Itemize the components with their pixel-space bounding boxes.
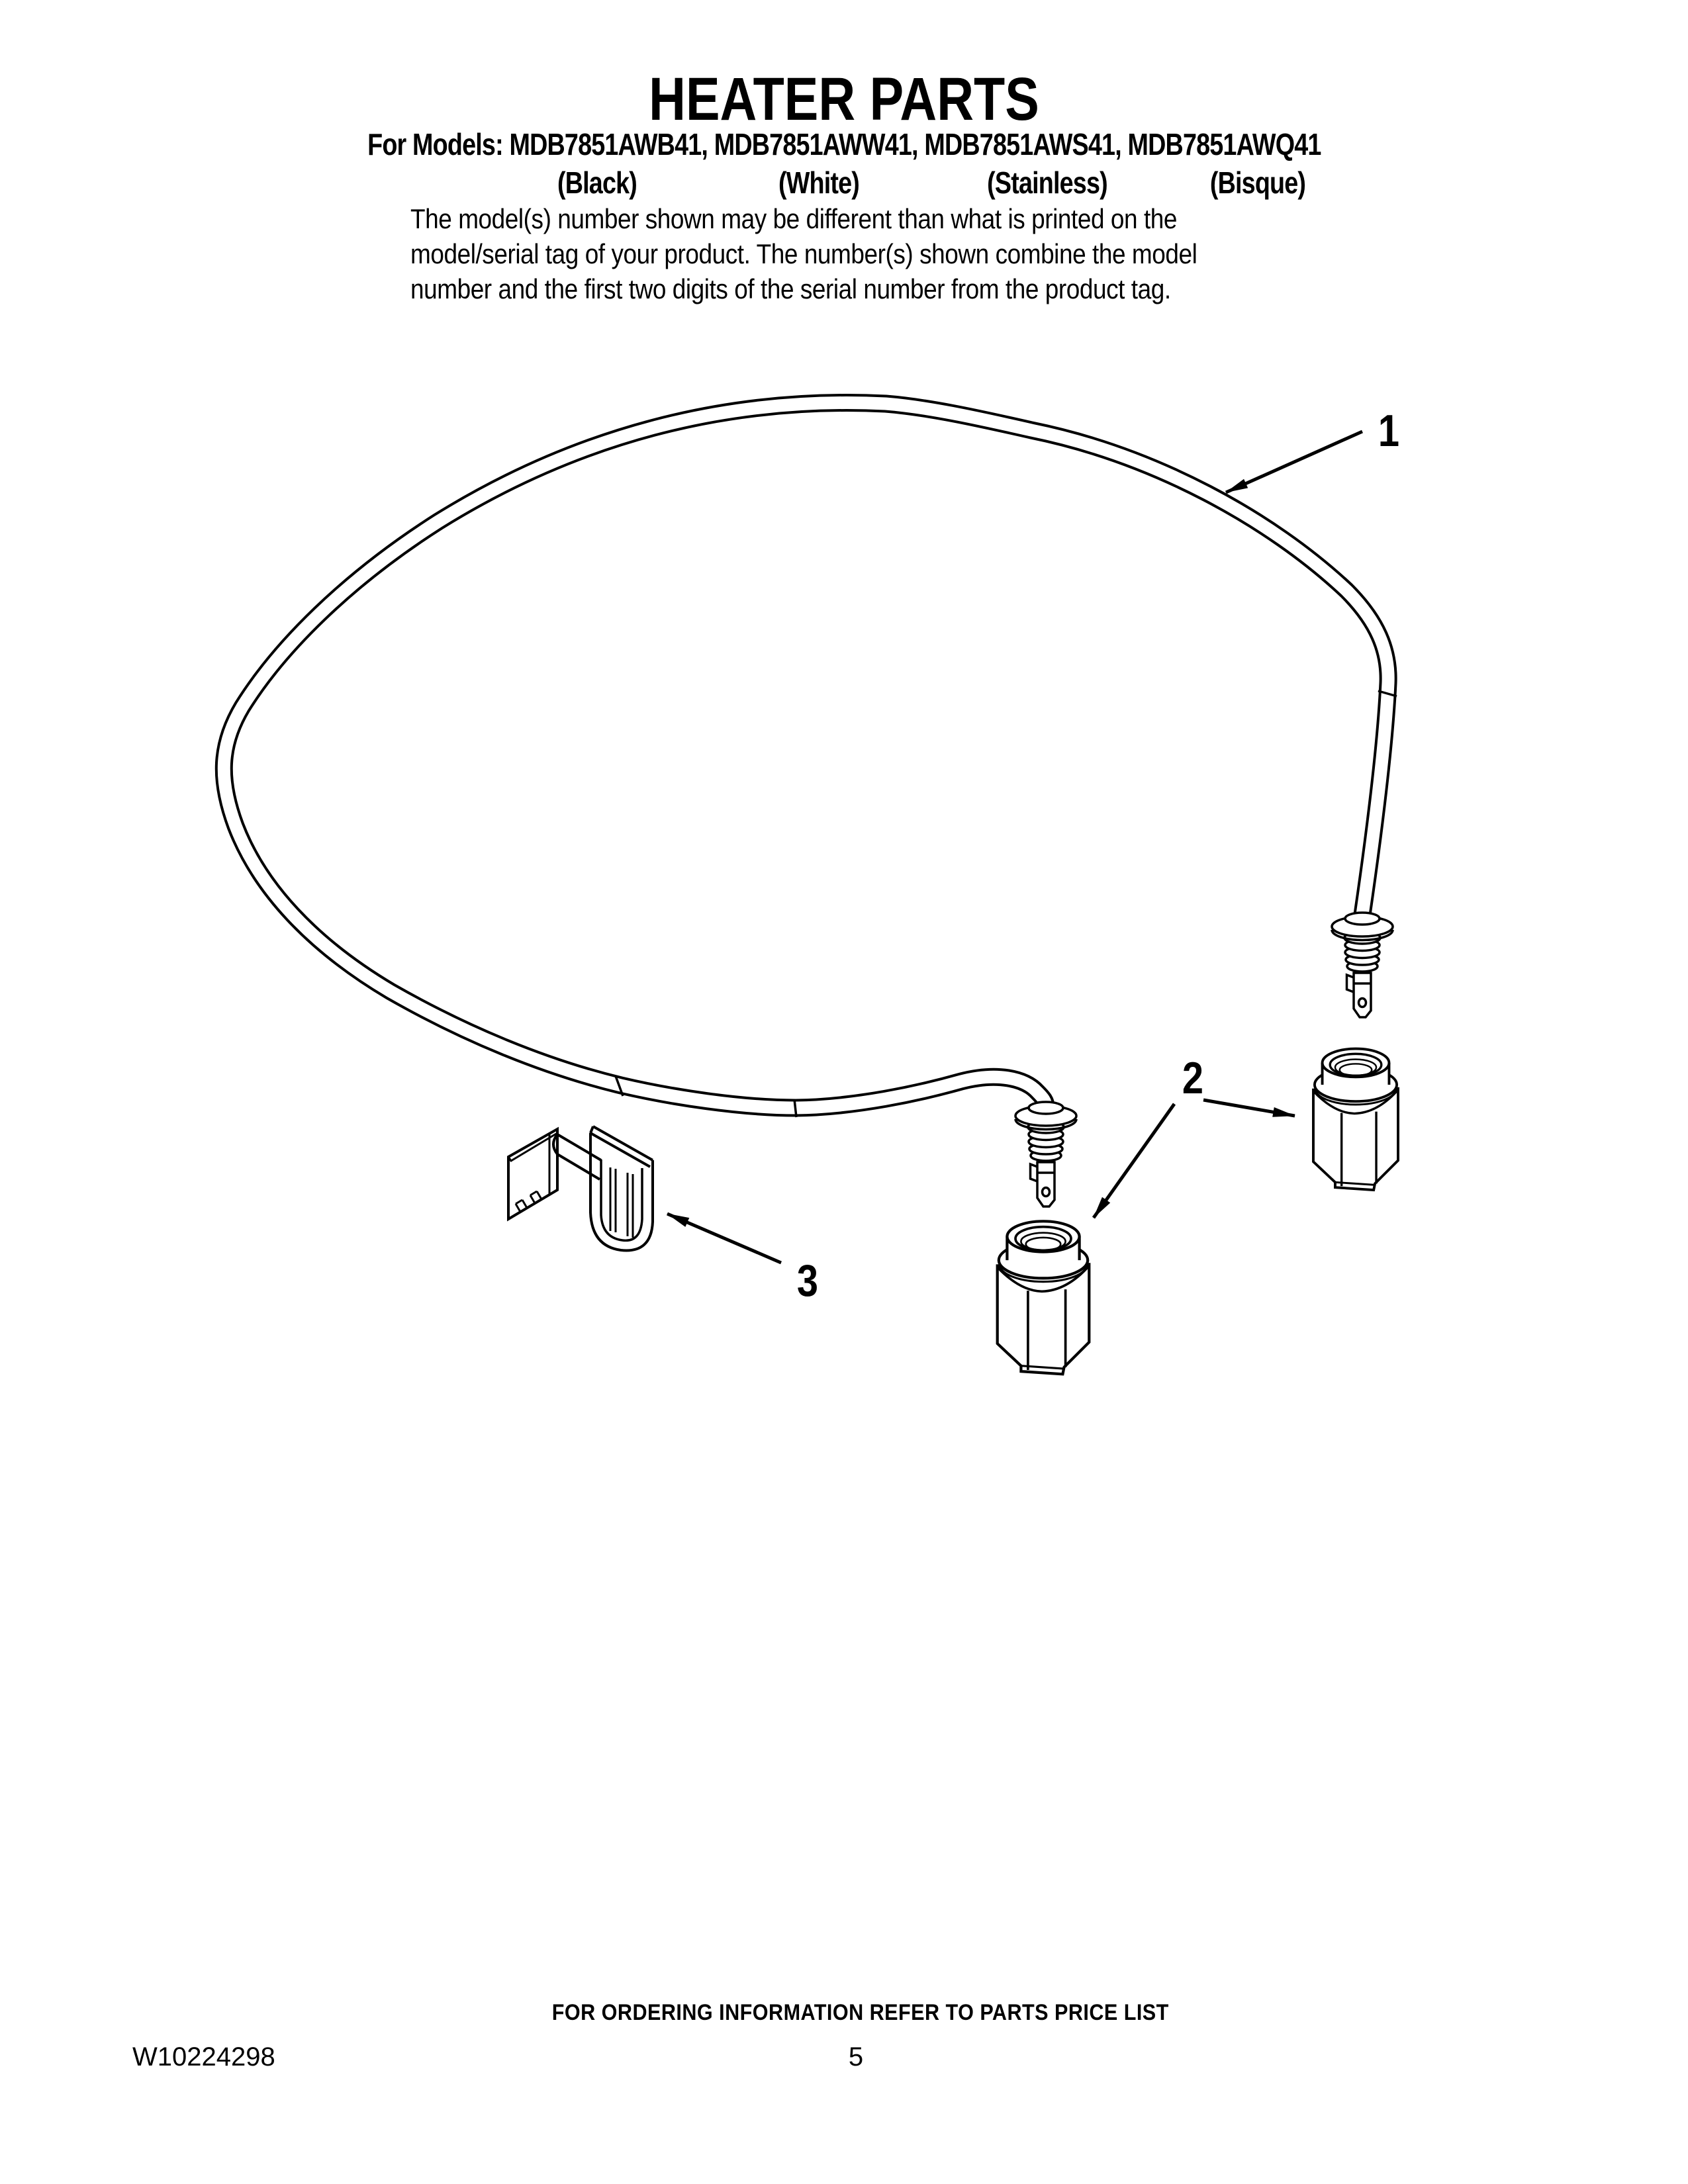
callout-2-label: 2	[1182, 1053, 1204, 1104]
element-seam-marks	[616, 691, 1397, 1117]
callout-1-label: 1	[1378, 406, 1400, 457]
finish-label-black: (Black)	[557, 165, 637, 200]
page-title: HEATER PARTS	[649, 66, 1039, 133]
element-terminal-right	[1332, 913, 1393, 1017]
ordering-note: FOR ORDERING INFORMATION REFER TO PARTS PRICE LIST	[551, 2000, 1170, 2025]
hex-nut-right	[1313, 1049, 1398, 1190]
callout-3-label: 3	[796, 1255, 819, 1306]
element-tube-core	[224, 403, 1388, 1108]
model-note-line-3: number and the first two digits of the serial number from the product tag.	[410, 273, 1171, 304]
models-line: For Models: MDB7851AWB41, MDB7851AWW41, MDB7851AWS41, MDB7851AWQ41	[367, 127, 1321, 161]
hex-nut-lower	[998, 1221, 1090, 1374]
callout-1-arrow	[1226, 432, 1362, 492]
callout-3	[667, 1214, 818, 1306]
document-number: W10224298	[132, 2042, 275, 2071]
callout-3-arrow	[667, 1214, 781, 1263]
finish-label-white: (White)	[778, 165, 860, 200]
finish-label-stainless: (Stainless)	[987, 165, 1107, 200]
finish-label-bisque: (Bisque)	[1209, 165, 1306, 200]
model-note-line-2: model/serial tag of your product. The number(s) shown combine the model	[410, 238, 1197, 269]
callout-1	[1226, 406, 1399, 492]
callout-2	[1094, 1054, 1295, 1218]
element-terminal-center	[1015, 1102, 1076, 1206]
page-number: 5	[848, 2042, 864, 2071]
heating-element-drawing	[224, 403, 1400, 1206]
retainer-clip-drawing	[508, 1126, 653, 1250]
callout-2-arrow-to-lower-nut	[1094, 1104, 1174, 1218]
callout-2-arrow-to-right-nut	[1203, 1100, 1295, 1116]
model-note-line-1: The model(s) number shown may be different than what is printed on the	[410, 203, 1178, 234]
